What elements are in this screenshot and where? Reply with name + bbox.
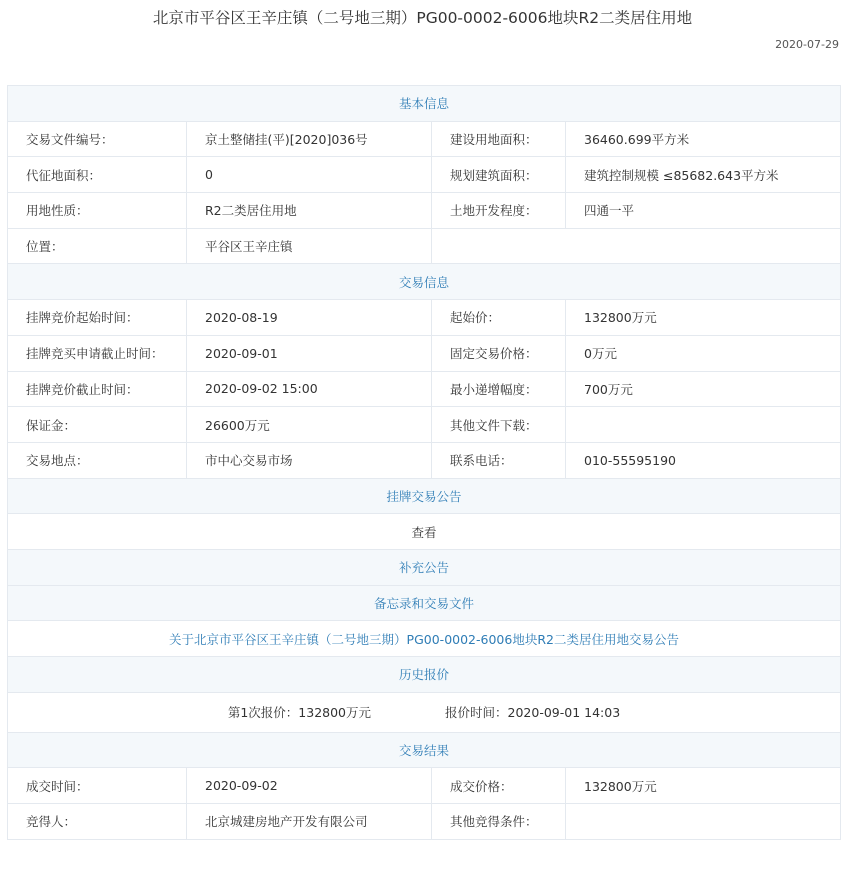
section-title: 交易结果 bbox=[8, 732, 841, 768]
field-label: 保证金： bbox=[8, 407, 187, 443]
section-title: 基本信息 bbox=[8, 86, 841, 122]
field-value: 36460.699平方米 bbox=[566, 121, 841, 157]
field-value: R2二类居住用地 bbox=[187, 193, 432, 229]
section-result-header bbox=[8, 732, 841, 768]
field-label: 成交时间： bbox=[8, 768, 187, 804]
section-history-header bbox=[8, 657, 841, 693]
field-value: 26600万元 bbox=[187, 407, 432, 443]
page-title: 北京市平谷区王辛庄镇（二号地三期）PG00-0002-6006地块R2二类居住用地 bbox=[152, 9, 693, 27]
table-row bbox=[8, 335, 841, 371]
view-notice-link[interactable]: 查看 bbox=[8, 514, 841, 550]
field-value: 北京城建房地产开发有限公司 bbox=[187, 804, 432, 840]
section-title: 补充公告 bbox=[8, 549, 841, 585]
section-notice-header bbox=[8, 478, 841, 514]
table-row bbox=[8, 768, 841, 804]
field-label: 固定交易价格： bbox=[432, 335, 566, 371]
table-row bbox=[8, 692, 841, 732]
field-label: 其他竞得条件： bbox=[432, 804, 566, 840]
field-label: 土地开发程度： bbox=[432, 193, 566, 229]
field-label: 挂牌竞买申请截止时间： bbox=[8, 335, 187, 371]
field-label: 挂牌竞价截止时间： bbox=[8, 371, 187, 407]
land-info-table bbox=[7, 85, 841, 840]
section-supplement-header bbox=[8, 549, 841, 585]
section-basic-header bbox=[8, 86, 841, 122]
section-title: 备忘录和交易文件 bbox=[8, 585, 841, 621]
field-value: 2020-09-02 15:00 bbox=[187, 371, 432, 407]
table-row bbox=[8, 621, 841, 657]
field-value: 0万元 bbox=[566, 335, 841, 371]
quote-amount: 第1次报价：132800万元 bbox=[227, 705, 372, 721]
field-value bbox=[566, 407, 841, 443]
field-label: 联系电话： bbox=[432, 442, 566, 478]
section-memo-header bbox=[8, 585, 841, 621]
field-label: 竞得人： bbox=[8, 804, 187, 840]
section-title: 交易信息 bbox=[8, 264, 841, 300]
field-label: 建设用地面积： bbox=[432, 121, 566, 157]
field-label: 用地性质： bbox=[8, 193, 187, 229]
field-value: 京土整储挂(平)[2020]036号 bbox=[187, 121, 432, 157]
table-row bbox=[8, 514, 841, 550]
field-label: 其他文件下载： bbox=[432, 407, 566, 443]
field-label: 位置： bbox=[8, 228, 187, 264]
empty-cell bbox=[432, 228, 841, 264]
section-title: 历史报价 bbox=[8, 657, 841, 693]
field-value: 010-55595190 bbox=[566, 442, 841, 478]
field-value: 2020-08-19 bbox=[187, 300, 432, 336]
table-row bbox=[8, 193, 841, 229]
field-value bbox=[566, 804, 841, 840]
field-label: 起始价： bbox=[432, 300, 566, 336]
field-label: 最小递增幅度： bbox=[432, 371, 566, 407]
field-value: 平谷区王辛庄镇 bbox=[187, 228, 432, 264]
field-label: 交易文件编号： bbox=[8, 121, 187, 157]
table-row bbox=[8, 300, 841, 336]
field-value: 建筑控制规模 ≤85682.643平方米 bbox=[566, 157, 841, 193]
table-row bbox=[8, 121, 841, 157]
field-value: 四通一平 bbox=[566, 193, 841, 229]
field-value: 700万元 bbox=[566, 371, 841, 407]
field-label: 交易地点： bbox=[8, 442, 187, 478]
table-row bbox=[8, 804, 841, 840]
table-row bbox=[8, 157, 841, 193]
field-value: 132800万元 bbox=[566, 300, 841, 336]
table-row bbox=[8, 407, 841, 443]
field-label: 代征地面积： bbox=[8, 157, 187, 193]
table-row bbox=[8, 442, 841, 478]
field-value: 132800万元 bbox=[566, 768, 841, 804]
field-value: 2020-09-01 bbox=[187, 335, 432, 371]
section-trade-header bbox=[8, 264, 841, 300]
field-value: 2020-09-02 bbox=[187, 768, 432, 804]
field-value: 市中心交易市场 bbox=[187, 442, 432, 478]
section-title: 挂牌交易公告 bbox=[8, 478, 841, 514]
memo-document-link[interactable]: 关于北京市平谷区王辛庄镇（二号地三期）PG00-0002-6006地块R2二类居住用地交易公告 bbox=[169, 631, 679, 647]
publish-date: 2020-07-29 bbox=[775, 38, 839, 51]
table-row bbox=[8, 228, 841, 264]
table-row bbox=[8, 371, 841, 407]
field-label: 成交价格： bbox=[432, 768, 566, 804]
field-label: 挂牌竞价起始时间： bbox=[8, 300, 187, 336]
field-label: 规划建筑面积： bbox=[432, 157, 566, 193]
quote-time: 报价时间：2020-09-01 14:03 bbox=[445, 705, 621, 721]
field-value: 0 bbox=[187, 157, 432, 193]
